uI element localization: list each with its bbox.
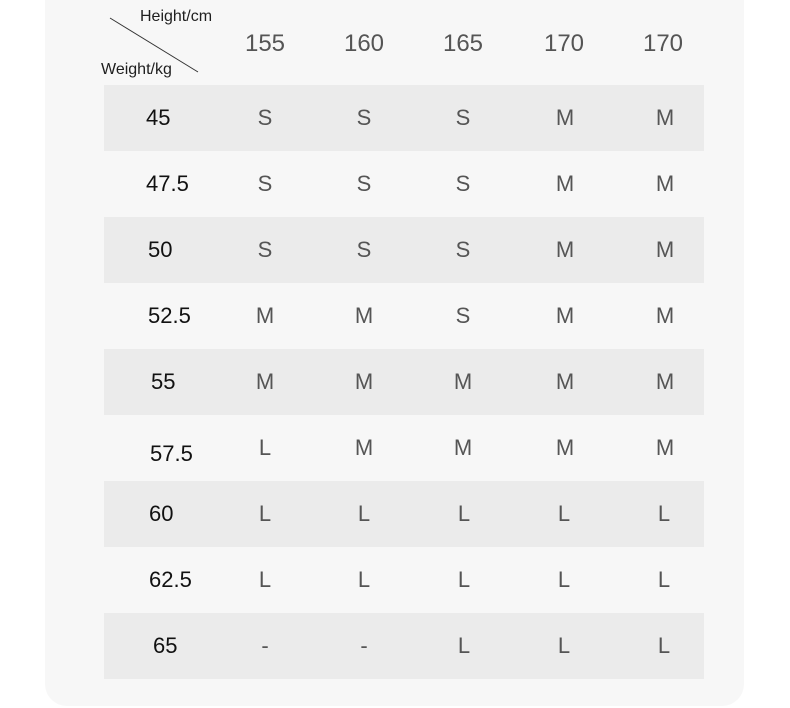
size-table: [104, 85, 704, 679]
size-cell: M: [555, 237, 575, 262]
size-cell: S: [356, 105, 372, 130]
size-cell: L: [457, 567, 471, 592]
table-row: [104, 547, 704, 613]
weight-cell: 50: [148, 237, 173, 262]
size-cell: S: [257, 171, 273, 196]
table-row: [104, 415, 704, 481]
size-cell: -: [360, 633, 368, 658]
weight-cell: 47.5: [146, 171, 189, 196]
size-cell: S: [455, 105, 471, 130]
weight-cell: 45: [146, 105, 171, 130]
size-cell: M: [655, 369, 675, 394]
table-row: [104, 481, 704, 547]
size-cell: M: [255, 303, 275, 328]
size-cell: M: [555, 369, 575, 394]
size-cell: M: [354, 435, 374, 460]
weight-cell: 57.5: [150, 441, 193, 466]
size-cell: S: [356, 237, 372, 262]
table-row: [104, 85, 704, 151]
size-cell: M: [555, 303, 575, 328]
size-cell: M: [255, 369, 275, 394]
table-row: [104, 151, 704, 217]
size-cell: L: [557, 633, 571, 658]
weight-cell: 52.5: [148, 303, 191, 328]
size-cell: L: [258, 501, 272, 526]
size-cell: L: [657, 633, 671, 658]
size-cell: M: [453, 369, 473, 394]
size-cell: L: [457, 501, 471, 526]
size-cell: M: [453, 435, 473, 460]
height-header: 170: [543, 30, 585, 57]
size-cell: M: [354, 369, 374, 394]
size-cell: L: [457, 633, 471, 658]
weight-cell: 62.5: [149, 567, 192, 592]
size-cell: M: [655, 171, 675, 196]
height-header: 160: [343, 30, 385, 57]
size-cell: L: [557, 567, 571, 592]
size-cell: L: [557, 501, 571, 526]
size-cell: M: [555, 171, 575, 196]
size-cell: M: [655, 435, 675, 460]
size-cell: M: [555, 435, 575, 460]
size-cell: M: [354, 303, 374, 328]
size-cell: L: [657, 501, 671, 526]
size-cell: -: [261, 633, 269, 658]
size-cell: S: [257, 237, 273, 262]
size-cell: L: [357, 501, 371, 526]
table-row: [104, 349, 704, 415]
table-row: [104, 283, 704, 349]
weight-cell: 55: [151, 369, 176, 394]
size-cell: S: [455, 171, 471, 196]
size-cell: S: [455, 237, 471, 262]
height-header: 165: [442, 30, 484, 57]
size-cell: L: [258, 435, 272, 460]
size-cell: L: [357, 567, 371, 592]
height-header: 170: [642, 30, 684, 57]
size-cell: L: [258, 567, 272, 592]
table-row: [104, 217, 704, 283]
size-cell: M: [655, 105, 675, 130]
weight-axis-label: Weight/kg: [101, 61, 172, 78]
table-row: [104, 613, 704, 679]
size-cell: S: [455, 303, 471, 328]
weight-cell: 60: [149, 501, 174, 526]
height-axis-label: Height/cm: [140, 8, 213, 25]
size-cell: S: [356, 171, 372, 196]
weight-cell: 65: [153, 633, 178, 658]
size-cell: S: [257, 105, 273, 130]
table-corner-header: [100, 0, 230, 84]
size-cell: L: [657, 567, 671, 592]
size-cell: M: [655, 303, 675, 328]
size-cell: M: [655, 237, 675, 262]
size-cell: M: [555, 105, 575, 130]
height-header: 155: [244, 30, 286, 57]
